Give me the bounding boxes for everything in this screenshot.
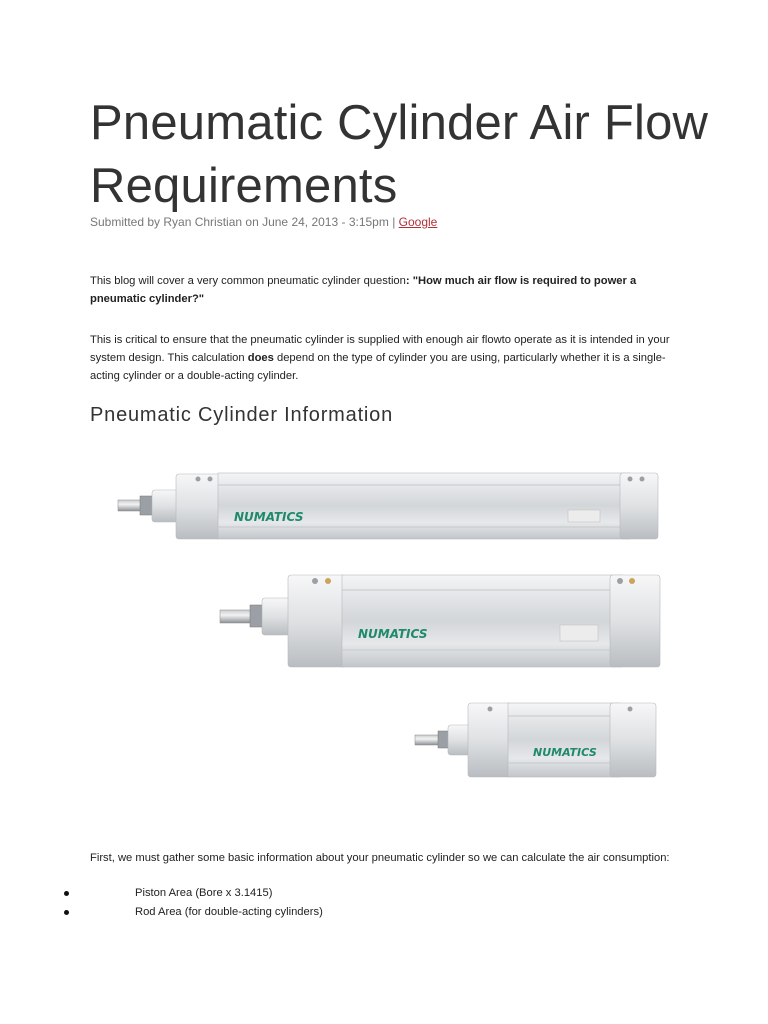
gather-paragraph: First, we must gather some basic information about your pneumatic cylinder so we can calculate the air consumption:: [90, 852, 670, 864]
cylinder-medium: [220, 575, 660, 667]
critical-paragraph: [90, 331, 690, 385]
list-item-text: Piston Area (Bore x 3.1415): [135, 887, 273, 899]
critical-text-before: This is critical to ensure that the pneumatic cylinder is supplied with enough air flowto operate as it is intended in your system design. This calculation: [90, 334, 670, 364]
brand-label-3: NUMATICS: [533, 746, 597, 759]
article-title: Pneumatic Cylinder Air Flow Requirements: [90, 96, 709, 213]
critical-text-after: depend on the type of cylinder you are using, particularly whether it is a single-acting cylinder or a double-acting cylinder.: [90, 352, 666, 382]
meta-separator: |: [392, 215, 396, 229]
list-item-text: Rod Area (for double-acting cylinders): [135, 906, 323, 918]
cylinders-image: [110, 455, 670, 795]
critical-text-bold: does: [247, 352, 274, 364]
submitted-by-text: Submitted by Ryan Christian on June 24, 2013 - 3:15pm: [90, 215, 389, 229]
section-heading: Pneumatic Cylinder Information: [90, 404, 394, 426]
article-meta: [90, 215, 437, 229]
intro-paragraph: [90, 272, 690, 308]
pneumatic-cylinders-illustration: [110, 455, 670, 795]
google-link[interactable]: Google: [398, 215, 438, 229]
brand-label-2: NUMATICS: [358, 627, 428, 641]
brand-label-1: NUMATICS: [234, 510, 304, 524]
cylinder-large: [118, 473, 658, 539]
cylinder-small: [415, 703, 656, 777]
intro-text: This blog will cover a very common pneumatic cylinder question: [90, 275, 406, 287]
intro-question: : "How much air flow is required to power a pneumatic cylinder?": [90, 275, 637, 305]
bullet-dot: [64, 910, 69, 915]
bullet-dot: [64, 891, 69, 896]
